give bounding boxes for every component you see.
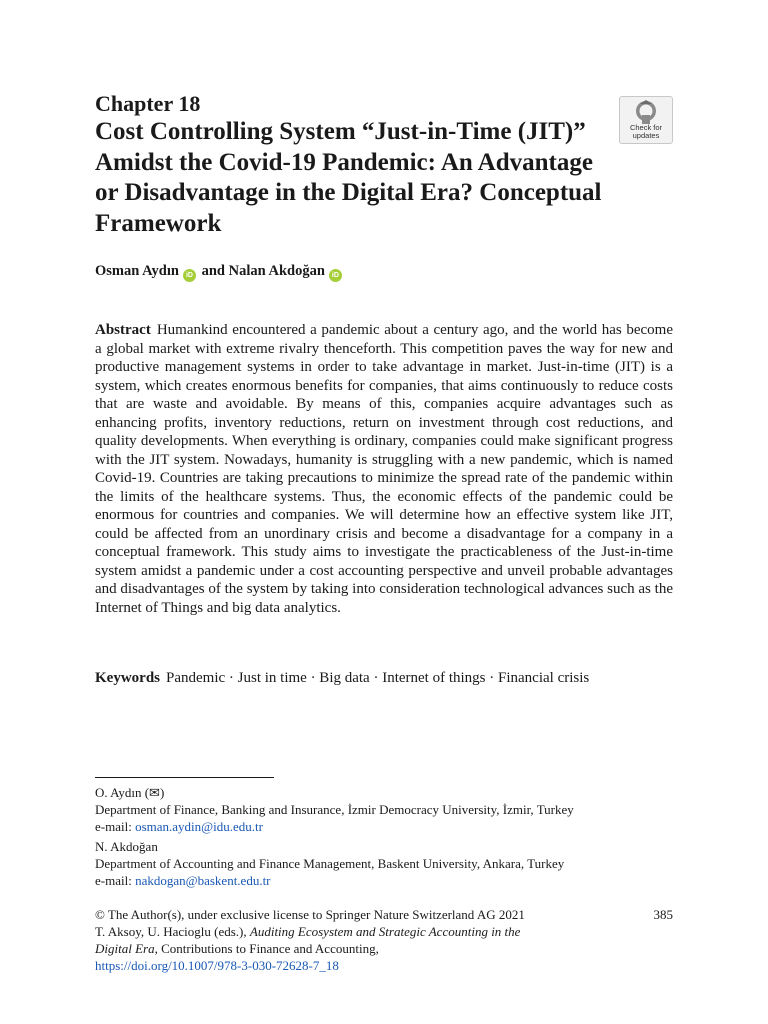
badge-line-1: Check for: [629, 123, 663, 132]
affiliation-1-email-link[interactable]: osman.aydin@idu.edu.tr: [135, 819, 263, 834]
copyright-line: © The Author(s), under exclusive license to Springer Nature Switzerland AG 2021: [95, 907, 525, 922]
author-1-name: Osman Aydın: [95, 263, 179, 279]
affiliation-1-email-label: e-mail:: [95, 819, 132, 834]
affiliation-2-email-link[interactable]: nakdogan@baskent.edu.tr: [135, 873, 271, 888]
affiliation-1-name: O. Aydın (✉): [95, 785, 165, 800]
author-conjunction: and: [201, 263, 225, 279]
affiliation-1-department: Department of Finance, Banking and Insurance, İzmir Democracy University, İzmir, Turkey: [95, 802, 574, 817]
citation-line: [95, 923, 615, 940]
affiliation-author-2: [95, 838, 673, 889]
page-number: 385: [653, 907, 673, 922]
copyright-block: [95, 906, 615, 974]
chapter-title: Cost Controlling System “Just-in-Time (JIT)” Amidst the Covid-19 Pandemic: An Advantage or Disadvantage in the Digital Era? Conceptual Framework: [95, 118, 602, 237]
keywords-heading: Keywords: [95, 670, 160, 686]
orcid-icon-author-1[interactable]: iD: [183, 269, 196, 282]
affiliation-2-email-line: [95, 872, 673, 889]
affiliation-2-department: Department of Accounting and Finance Management, Baskent University, Ankara, Turkey: [95, 856, 565, 871]
affiliation-1-email-line: [95, 818, 673, 835]
keywords-line: [95, 669, 589, 688]
editors: T. Aksoy, U. Hacioglu (eds.),: [95, 924, 247, 939]
keywords-text: Pandemic · Just in time · Big data · Internet of things · Financial crisis: [166, 670, 590, 686]
badge-line-2: updates: [632, 131, 660, 140]
abstract-text: Humankind encountered a pandemic about a century ago, and the world has become a global market with extreme rivalry thenceforth. This competition paves the way for new and productive management systems in order to take advantage in market. Just-in-time (JIT) is a system, which creates enormous benefits for companies, that aims continuously to reduce costs that are waste and avoidable. By means of this, companies acquire advantages such as enhancing profits, inventory reductions, return on investment through cost reductions, and quality developments. When everything is ordinary, companies could make significant progress with the JIT system. Nowadays, humanity is struggling with a new pandemic, which is named Covid-19. Countries are taking precautions to minimize the spread rate of the pandemic within the limits of the healthcare systems. Thus, the economic effects of the pandemic could be enormous for countries and companies. We will determine how an effective system like JIT, could be affected from an unordinary crisis and become a disadvantage for a company in a conceptual framework. This study aims to investigate the practicableness of the Just-in-time system amidst a pandemic under a cost accounting perspective and unveil probable advantages and disadvantages of the system by taking into consideration technological advances such as the Internet of Things and big data analytics.: [95, 322, 673, 616]
series-name: , Contributions to Finance and Accounting,: [154, 941, 379, 956]
author-list: [95, 262, 344, 282]
check-for-updates-badge[interactable]: [619, 96, 673, 144]
affiliation-author-1: [95, 784, 673, 835]
footnote-divider: [95, 777, 274, 778]
check-for-updates-icon: [633, 100, 659, 124]
chapter-label: Chapter 18: [95, 91, 201, 116]
book-title-part-2: Digital Era: [95, 941, 155, 956]
affiliation-2-name: N. Akdoğan: [95, 839, 158, 854]
book-title-part-1: Auditing Ecosystem and Strategic Accounting in the: [249, 924, 521, 939]
orcid-icon-author-2[interactable]: iD: [329, 269, 342, 282]
author-2-name: Nalan Akdoğan: [228, 263, 325, 279]
doi-link[interactable]: https://doi.org/10.1007/978-3-030-72628-7_18: [95, 958, 339, 973]
series-line: [95, 940, 615, 957]
abstract-paragraph: [95, 321, 673, 617]
abstract-heading: Abstract: [95, 322, 151, 338]
affiliation-2-email-label: e-mail:: [95, 873, 132, 888]
